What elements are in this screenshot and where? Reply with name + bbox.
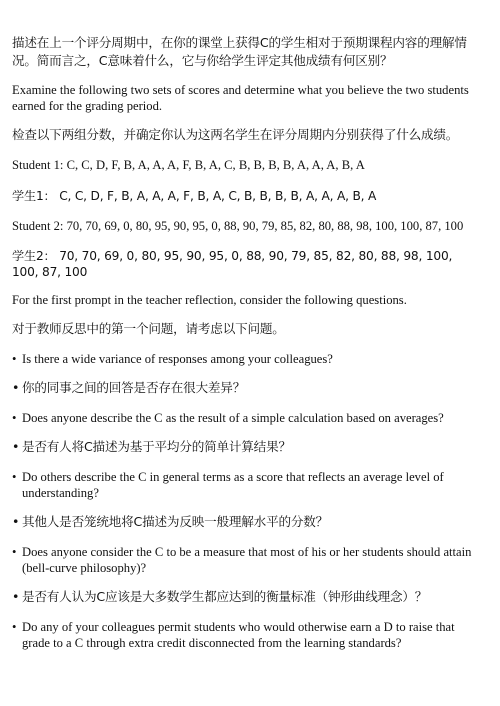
student-1-scores-zh: 学生1： C, C, D, F, B, A, A, A, F, B, A, C, B, B, B, B, A, A, A, B, A <box>12 189 377 203</box>
question-text: 是否有人认为C应该是大多数学生都应达到的衡量标准（钟形曲线理念）？ <box>22 589 428 604</box>
document-page <box>12 34 474 651</box>
question-1-en <box>12 351 474 367</box>
instruction-zh: 检查以下两组分数，并确定你认为这两名学生在评分周期内分别获得了什么成绩。 <box>12 127 459 142</box>
bullet-marker: • <box>12 470 17 484</box>
bullet-marker: • <box>12 439 20 454</box>
question-3-zh <box>12 513 474 531</box>
question-4-zh <box>12 588 474 606</box>
question-text: Do any of your colleagues permit students who would otherwise earn a D to raise that grade to a C through extra credit disconnected from the learning standards? <box>22 620 455 650</box>
intro-question-zh: 描述在上一个评分周期中，在你的课堂上获得C的学生相对于预期课程内容的理解情况。简而言之，C意味着什么，它与你给学生评定其他成绩有何区别？ <box>12 35 467 68</box>
question-text: 你的同事之间的回答是否存在很大差异？ <box>22 380 246 395</box>
question-text: 是否有人将C描述为基于平均分的简单计算结果？ <box>22 439 291 454</box>
instruction-en: Examine the following two sets of scores and determine what you believe the two students earned for the grading period. <box>12 83 469 113</box>
question-text: 其他人是否笼统地将C描述为反映一般理解水平的分数？ <box>22 514 329 529</box>
bullet-marker: • <box>12 514 20 529</box>
student-2-scores-en: Student 2: 70, 70, 69, 0, 80, 95, 90, 95, 0, 88, 90, 79, 85, 82, 80, 88, 98, 100, 100, 87, 100 <box>12 219 464 233</box>
reflection-prompt-zh: 对于教师反思中的第一个问题，请考虑以下问题。 <box>12 321 285 336</box>
bullet-marker: • <box>12 545 17 559</box>
bullet-marker: • <box>12 380 20 395</box>
question-4-en <box>12 544 474 576</box>
question-3-en <box>12 469 474 501</box>
bullet-marker: • <box>12 352 17 366</box>
question-text: Does anyone describe the C as the result of a simple calculation based on averages? <box>22 411 444 425</box>
bullet-marker: • <box>12 589 20 604</box>
bullet-marker: • <box>12 620 17 634</box>
question-5-en <box>12 619 474 651</box>
question-2-zh <box>12 438 474 456</box>
question-text: Is there a wide variance of responses among your colleagues? <box>22 352 333 366</box>
student-2-scores-zh: 学生2： 70, 70, 69, 0, 80, 95, 90, 95, 0, 88, 90, 79, 85, 82, 80, 88, 98, 100, 100, 87, 100 <box>12 249 453 279</box>
question-text: Do others describe the C in general terms as a score that reflects an average level of understanding? <box>22 470 444 500</box>
student-1-scores-en: Student 1: C, C, D, F, B, A, A, A, F, B, A, C, B, B, B, B, A, A, A, B, A <box>12 158 365 172</box>
bullet-marker: • <box>12 411 17 425</box>
question-text: Does anyone consider the C to be a measure that most of his or her students should attain (bell-curve philosophy)? <box>22 545 472 575</box>
question-1-zh <box>12 379 474 397</box>
question-2-en <box>12 410 474 426</box>
reflection-prompt-en: For the first prompt in the teacher reflection, consider the following questions. <box>12 293 407 307</box>
